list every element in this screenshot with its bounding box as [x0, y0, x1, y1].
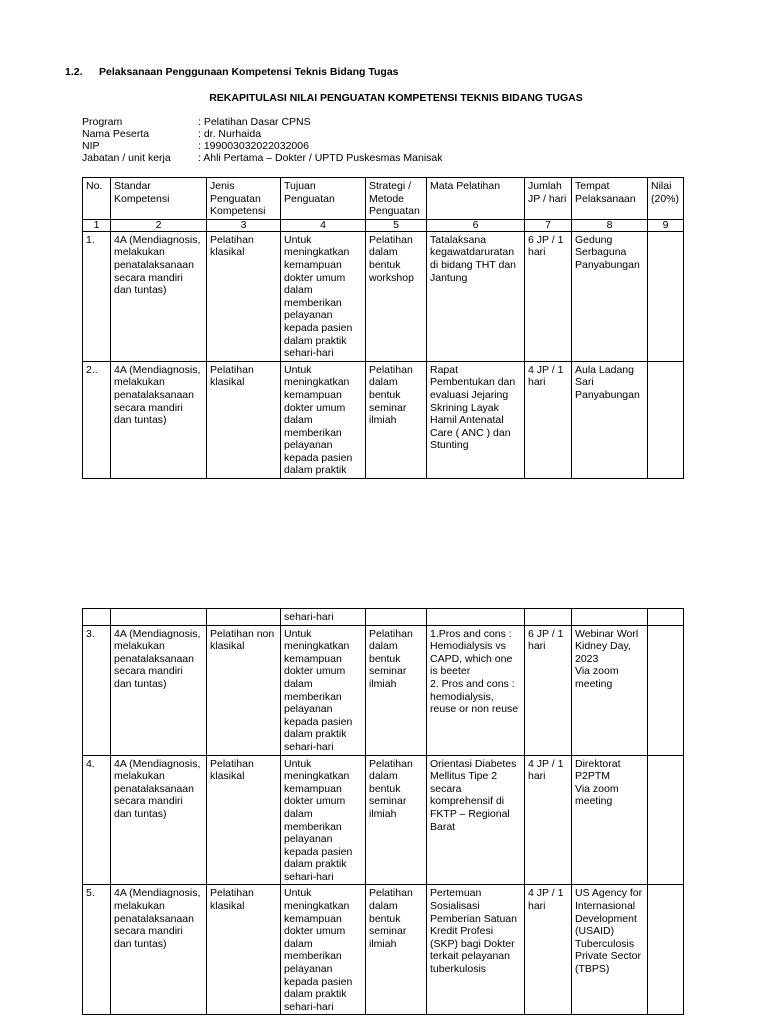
cell-strategi-metode: Pelatihan dalam bentuk seminar ilmiah: [366, 625, 427, 755]
info-row-name: [82, 128, 443, 140]
cell-no: 2..: [83, 361, 111, 478]
cell-tempat-pelaksanaan: [572, 609, 648, 626]
table-row-continuation: [83, 609, 684, 626]
cell-strategi-metode: Pelatihan dalam bentuk seminar ilmiah: [366, 361, 427, 478]
cell-jenis-penguatan: Pelatihan klasikal: [207, 361, 281, 478]
cell-tujuan-penguatan: Untuk meningkatkan kemampuan dokter umum dalam memberikan pelayanan kepada pasien dalam praktik: [281, 361, 366, 478]
cell-mata-pelatihan: Mata Pelatihan: [427, 178, 525, 220]
cell-mata-pelatihan: 6: [427, 219, 525, 231]
cell-no: 3.: [83, 625, 111, 755]
cell-standar-kompetensi: [111, 609, 207, 626]
cell-standar-kompetensi: 4A (Mendiagnosis, melakukan penatalaksanaan secara mandiri dan tuntas): [111, 625, 207, 755]
cell-nilai: [648, 609, 684, 626]
cell-tujuan-penguatan: Untuk meningkatkan kemampuan dokter umum dalam memberikan pelayanan kepada pasien dalam praktik sehari-hari: [281, 231, 366, 361]
table-row: [83, 361, 684, 478]
table-row: [83, 625, 684, 755]
cell-tempat-pelaksanaan: Webinar Worl Kidney Day, 2023 Via zoom meeting: [572, 625, 648, 755]
cell-nilai: Nilai (20%): [648, 178, 684, 220]
table-header-row: [83, 178, 684, 220]
cell-mata-pelatihan: Tatalaksana kegawatdaruratan di bidang THT dan Jantung: [427, 231, 525, 361]
cell-nilai: [648, 885, 684, 1015]
info-label: Jabatan / unit kerja: [82, 152, 171, 164]
cell-nilai: [648, 755, 684, 885]
cell-no: [83, 609, 111, 626]
cell-tujuan-penguatan: Untuk meningkatkan kemampuan dokter umum dalam memberikan pelayanan kepada pasien dalam praktik sehari-hari: [281, 625, 366, 755]
cell-tujuan-penguatan: Tujuan Penguatan: [281, 178, 366, 220]
table-row: [83, 755, 684, 885]
cell-jenis-penguatan: 3: [207, 219, 281, 231]
info-label: Program: [82, 116, 123, 128]
cell-mata-pelatihan: [427, 609, 525, 626]
cell-jenis-penguatan: [207, 609, 281, 626]
cell-standar-kompetensi: Standar Kompetensi: [111, 178, 207, 220]
cell-mata-pelatihan: 1.Pros and cons : Hemodialysis vs CAPD, which one is beeter 2. Pros and cons : hemodialysis, reuse or non reuse: [427, 625, 525, 755]
cell-mata-pelatihan: Rapat Pembentukan dan evaluasi Jejaring Skrining Layak Hamil Antenatal Care ( ANC ) dan Stunting: [427, 361, 525, 478]
cell-mata-pelatihan: Pertemuan Sosialisasi Pemberian Satuan Kredit Profesi (SKP) bagi Dokter terkait pelayanan tuberkulosis: [427, 885, 525, 1015]
cell-tempat-pelaksanaan: Aula Ladang Sari Panyabungan: [572, 361, 648, 478]
cell-no: 1.: [83, 231, 111, 361]
column-number-row: [83, 219, 684, 231]
cell-jumlah-jp: 4 JP / 1 hari: [525, 755, 572, 885]
info-label: Nama Peserta: [82, 128, 150, 140]
info-row-nip: [82, 140, 443, 152]
cell-jenis-penguatan: Pelatihan klasikal: [207, 755, 281, 885]
cell-no: 5.: [83, 885, 111, 1015]
info-row-program: [82, 116, 443, 128]
cell-tujuan-penguatan: sehari-hari: [281, 609, 366, 626]
cell-tempat-pelaksanaan: 8: [572, 219, 648, 231]
info-value: : dr. Nurhaida: [198, 128, 262, 140]
cell-strategi-metode: [366, 609, 427, 626]
info-value: : Ahli Pertama – Dokter / UPTD Puskesmas Manisak: [198, 152, 443, 164]
cell-tempat-pelaksanaan: US Agency for Internasional Development (USAID) Tuberculosis Private Sector (TBPS): [572, 885, 648, 1015]
section-title: Pelaksanaan Penggunaan Kompetensi Teknis Bidang Tugas: [99, 66, 399, 78]
section-number: 1.2.: [65, 66, 83, 78]
info-row-position: [82, 152, 443, 164]
cell-standar-kompetensi: 2: [111, 219, 207, 231]
competency-table-page2: [82, 608, 684, 1015]
document-title: REKAPITULASI NILAI PENGUATAN KOMPETENSI TEKNIS BIDANG TUGAS: [209, 92, 583, 104]
cell-jumlah-jp: 4 JP / 1 hari: [525, 885, 572, 1015]
cell-jumlah-jp: Jumlah JP / hari: [525, 178, 572, 220]
cell-tujuan-penguatan: Untuk meningkatkan kemampuan dokter umum dalam memberikan pelayanan kepada pasien dalam praktik sehari-hari: [281, 755, 366, 885]
cell-tujuan-penguatan: Untuk meningkatkan kemampuan dokter umum dalam memberikan pelayanan kepada pasien dalam praktik sehari-hari: [281, 885, 366, 1015]
cell-strategi-metode: Pelatihan dalam bentuk seminar ilmiah: [366, 755, 427, 885]
cell-strategi-metode: 5: [366, 219, 427, 231]
cell-jenis-penguatan: Pelatihan klasikal: [207, 231, 281, 361]
cell-no: No.: [83, 178, 111, 220]
cell-strategi-metode: Pelatihan dalam bentuk seminar ilmiah: [366, 885, 427, 1015]
info-value: : 199003032022032006: [198, 140, 309, 152]
cell-standar-kompetensi: 4A (Mendiagnosis, melakukan penatalaksanaan secara mandiri dan tuntas): [111, 361, 207, 478]
cell-jumlah-jp: 6 JP / 1 hari: [525, 231, 572, 361]
cell-strategi-metode: Strategi / Metode Penguatan: [366, 178, 427, 220]
cell-nilai: [648, 625, 684, 755]
cell-standar-kompetensi: 4A (Mendiagnosis, melakukan penatalaksanaan secara mandiri dan tuntas): [111, 231, 207, 361]
cell-jenis-penguatan: Pelatihan klasikal: [207, 885, 281, 1015]
cell-jumlah-jp: 4 JP / 1 hari: [525, 361, 572, 478]
cell-nilai: [648, 361, 684, 478]
cell-jumlah-jp: 6 JP / 1 hari: [525, 625, 572, 755]
cell-mata-pelatihan: Orientasi Diabetes Mellitus Tipe 2 secara komprehensif di FKTP – Regional Barat: [427, 755, 525, 885]
cell-no: 1: [83, 219, 111, 231]
cell-nilai: 9: [648, 219, 684, 231]
competency-table-page1: [82, 177, 684, 479]
cell-jenis-penguatan: Pelatihan non klasikal: [207, 625, 281, 755]
cell-jenis-penguatan: Jenis Penguatan Kompetensi: [207, 178, 281, 220]
cell-tempat-pelaksanaan: Gedung Serbaguna Panyabungan: [572, 231, 648, 361]
cell-nilai: [648, 231, 684, 361]
cell-tempat-pelaksanaan: Tempat Pelaksanaan: [572, 178, 648, 220]
cell-jumlah-jp: 7: [525, 219, 572, 231]
cell-standar-kompetensi: 4A (Mendiagnosis, melakukan penatalaksanaan secara mandiri dan tuntas): [111, 755, 207, 885]
info-value: : Pelatihan Dasar CPNS: [198, 116, 311, 128]
cell-strategi-metode: Pelatihan dalam bentuk workshop: [366, 231, 427, 361]
table-row: [83, 885, 684, 1015]
participant-info: [82, 116, 443, 164]
table-row: [83, 231, 684, 361]
cell-tempat-pelaksanaan: Direktorat P2PTM Via zoom meeting: [572, 755, 648, 885]
cell-standar-kompetensi: 4A (Mendiagnosis, melakukan penatalaksanaan secara mandiri dan tuntas): [111, 885, 207, 1015]
cell-no: 4.: [83, 755, 111, 885]
cell-tujuan-penguatan: 4: [281, 219, 366, 231]
info-label: NIP: [82, 140, 100, 152]
cell-jumlah-jp: [525, 609, 572, 626]
